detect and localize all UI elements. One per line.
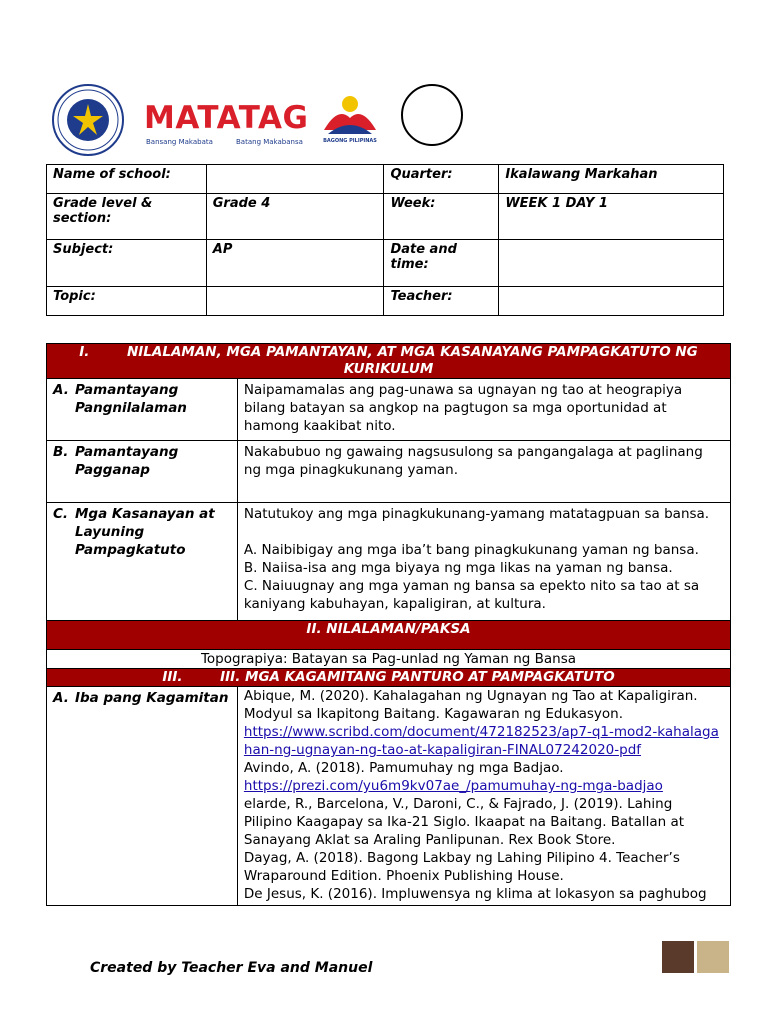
kasanayan-intro: Natutukoy ang mga pinagkukunang-yamang matatagpuan sa bansa. bbox=[243, 506, 710, 522]
teacher-photo-1 bbox=[662, 941, 694, 973]
deped-seal-logo bbox=[52, 84, 124, 156]
date-value[interactable] bbox=[499, 240, 724, 287]
kasanayan-item: A. Naibibigay ang mga iba’t bang pinagkukunang yaman ng bansa. bbox=[243, 542, 699, 558]
section1-title: NILALAMAN, MGA PAMANTAYAN, AT MGA KASANAYANG PAMPAGKATUTO NG KURIKULUM bbox=[126, 344, 698, 377]
blank-logo-circle bbox=[401, 84, 463, 146]
teacher-value[interactable] bbox=[499, 287, 724, 316]
date-label: Date and time: bbox=[384, 240, 499, 287]
reference-item: De Jesus, K. (2016). Impluwensya ng klima at lokasyon sa paghubog bbox=[243, 886, 707, 902]
reference-item: Abique, M. (2020). Kahalagahan ng Ugnayan ng Tao at Kapaligiran. Modyul sa Ikapitong Baitang. Kagawaran ng Edukasyon. bbox=[243, 688, 698, 722]
section3-header bbox=[47, 669, 731, 687]
school-value[interactable] bbox=[206, 165, 384, 194]
school-label: Name of school: bbox=[47, 165, 207, 194]
bagong-pilipinas-logo bbox=[318, 90, 382, 154]
kasanayan-item: B. Naiisa-isa ang mga biyaya ng mga likas na yaman ng bansa. bbox=[243, 560, 673, 576]
matatag-logo-text: MATATAG bbox=[144, 100, 309, 136]
quarter-label: Quarter: bbox=[384, 165, 499, 194]
week-label: Week: bbox=[384, 194, 499, 240]
reference-item: elarde, R., Barcelona, V., Daroni, C., & Fajrado, J. (2019). Lahing Pilipino Kaagapay sa Ika-21 Siglo. Ikaapat na Baitang. Batallan at Sanayang Aklat sa Araling Panlipunan. Rex Book Store. bbox=[243, 796, 685, 848]
pamantayang-pangnilalaman-text: Naipamamalas ang pag-unawa sa ugnayan ng tao at heograpiya bilang batayan sa angkop na pagtugon sa mga oportunidad at hamong kaakibat nito. bbox=[237, 379, 730, 441]
subject-value[interactable]: AP bbox=[206, 240, 384, 287]
footer-credit: Created by Teacher Eva and Manuel bbox=[90, 960, 373, 976]
pamantayang-pangnilalaman-label: A. Pamantayang Pangnilalaman bbox=[47, 379, 238, 441]
section2-topic: Topograpiya: Batayan sa Pag-unlad ng Yaman ng Bansa bbox=[47, 650, 731, 669]
grade-label: Grade level & section: bbox=[47, 194, 207, 240]
week-value[interactable]: WEEK 1 DAY 1 bbox=[499, 194, 724, 240]
teacher-label: Teacher: bbox=[384, 287, 499, 316]
quarter-value[interactable]: Ikalawang Markahan bbox=[499, 165, 724, 194]
bagong-pilipinas-icon bbox=[318, 90, 382, 140]
section3-number: III. bbox=[162, 669, 183, 685]
matatag-tagline-1: Bansang Makabata bbox=[146, 138, 213, 146]
section2-header: II. NILALAMAN/PAKSA bbox=[47, 621, 731, 650]
references-cell bbox=[237, 687, 730, 906]
deped-seal-icon bbox=[54, 86, 122, 154]
kasanayan-item: C. Naiuugnay ang mga yaman ng bansa sa epekto nito sa tao at sa kaniyang kabuhayan, kapaligiran, at kultura. bbox=[243, 578, 700, 612]
iba-pang-kagamitan-label: A. Iba pang Kagamitan bbox=[47, 687, 238, 906]
section3-title: III. MGA KAGAMITANG PANTURO AT PAMPAGKATUTO bbox=[220, 669, 615, 685]
kasanayan-text bbox=[237, 503, 730, 621]
pamantayang-pagganap-label: B. Pamantayang Pagganap bbox=[47, 441, 238, 503]
lesson-info-table bbox=[46, 164, 724, 316]
reference-item: Avindo, A. (2018). Pamumuhay ng mga Badjao. bbox=[243, 760, 564, 776]
reference-link[interactable]: https://www.scribd.com/document/472182523/ap7-q1-mod2-kahalagahan-ng-ugnayan-ng-tao-at-kapaligiran-FINAL07242020-pdf bbox=[243, 724, 719, 758]
section1-number: I. bbox=[79, 344, 90, 360]
reference-link[interactable]: https://prezi.com/yu6m9kv07ae_/pamumuhay-ng-mga-badjao bbox=[243, 778, 663, 794]
lesson-plan-table bbox=[46, 343, 731, 906]
grade-value[interactable]: Grade 4 bbox=[206, 194, 384, 240]
reference-item: Dayag, A. (2018). Bagong Lakbay ng Lahing Pilipino 4. Teacher’s Wraparound Edition. Phoenix Publishing House. bbox=[243, 850, 680, 884]
subject-label: Subject: bbox=[47, 240, 207, 287]
pamantayang-pagganap-text: Nakabubuo ng gawaing nagsusulong sa pangangalaga at paglinang ng mga pinagkukunang yaman. bbox=[237, 441, 730, 503]
teacher-photo-2 bbox=[697, 941, 729, 973]
topic-label: Topic: bbox=[47, 287, 207, 316]
bagong-pilipinas-text: BAGONG PILIPINAS bbox=[323, 138, 377, 144]
topic-value[interactable] bbox=[206, 287, 384, 316]
section1-header bbox=[47, 344, 731, 379]
matatag-tagline-2: Batang Makabansa bbox=[236, 138, 303, 146]
kasanayan-label: C. Mga Kasanayan at Layuning Pampagkatuto bbox=[47, 503, 238, 621]
